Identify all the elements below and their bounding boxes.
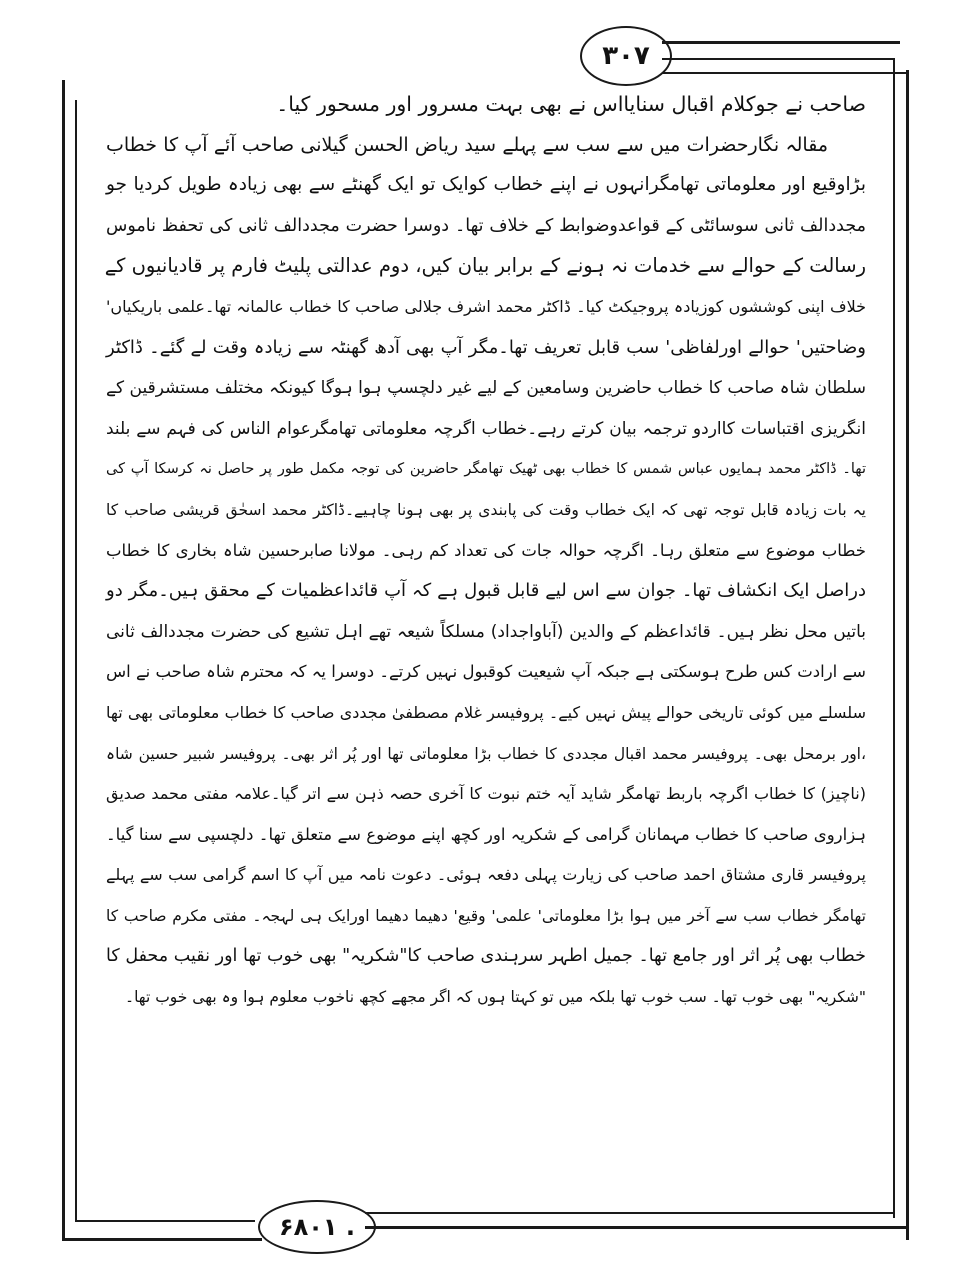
page-number-top: ۳۰۷ <box>580 26 672 86</box>
text-line: تھا۔ ڈاکٹر محمد ہمایوں عباس شمس کا خطاب بھی ٹھیک تھامگر حاضرین کی توجہ مکمل طور پر حاصل نہ کرسکا آپ کی <box>106 461 866 478</box>
frame-line <box>62 80 65 1240</box>
text-line: سلطان شاہ صاحب کا خطاب حاضرین وسامعین کے لیے غیر دلچسپ ہوا ہوگا کیونکہ مختلف مستشرقین کے <box>106 378 866 399</box>
text-line: سے ارادت کس طرح ہوسکتی ہے جبکہ آپ شیعیت کوقبول نہیں کرتے۔ دوسرا یہ کہ محترم شاہ صاحب نے اس <box>106 662 866 682</box>
frame-line <box>893 58 895 1218</box>
frame-line <box>662 72 907 74</box>
text-line: دراصل ایک انکشاف تھا۔ جوان سے اس لیے قابل قبول ہے کہ آپ قائداعظمیات کے محقق ہیں۔مگر دو <box>106 580 866 602</box>
text-line: (ناچیز) کا خطاب اگرچہ باربط تھامگر شاید آیہ ختم نبوت کا آخری حصہ ذہن سے اتر گیا۔علامہ مفتی محمد صدیق <box>106 784 866 804</box>
text-line: مجددالف ثانی سوسائٹی کے قواعدوضوابط کے خلاف تھا۔ دوسرا حضرت مجددالف ثانی کی تحفظ ناموس <box>106 215 866 236</box>
text-line: وضاحتیں' حوالے اورلفاظی' سب قابل تعریف تھا۔مگر آپ بھی آدھ گھنٹہ سے زیادہ وقت لے گئے۔ ڈاکٹر <box>106 336 866 358</box>
frame-line <box>75 1220 255 1222</box>
text-line: صاحب نے جوکلام اقبال سنایااس نے بھی بہت مسرور اور مسحور کیا۔ <box>276 92 866 116</box>
text-line: بڑاوقیع اور معلوماتی تھامگرانہوں نے اپنے خطاب کوایک تو ایک گھنٹے سے بھی زیادہ طویل کردیا جو <box>106 174 866 196</box>
text-line: مقالہ نگارحضرات میں سے سب سے پہلے سید ریاض الحسن گیلانی صاحب آئے آپ کا خطاب <box>106 133 828 156</box>
text-line: خلاف اپنی کوششوں کوزیادہ پروجیکٹ کیا۔ ڈاکٹر محمد اشرف جلالی صاحب کا خطاب عالمانہ تھا۔علمی باریکیاں' <box>106 296 866 316</box>
text-line: سلسلے میں کوئی تاریخی حوالے پیش نہیں کیے۔ پروفیسر غلام مصطفیٰ مجددی صاحب کا خطاب معلوماتی بھی تھا <box>106 702 866 722</box>
frame-line <box>662 41 900 44</box>
page-number-bottom: ۶۸۰۱ . <box>258 1200 376 1254</box>
article-body <box>106 84 866 1018</box>
text-line: خطاب بھی پُر اثر اور جامع تھا۔ جمیل اطہر سرہندی صاحب کا"شکریہ" بھی خوب تھا اور نقیب محفل کا <box>106 946 866 967</box>
text-line: رسالت کے حوالے سے خدمات نہ ہونے کے برابر بیان کیں، دوم عدالتی پلیٹ فارم پر قادیانیوں کے <box>104 254 866 278</box>
text-line: خطاب موضوع سے متعلق رہا۔ اگرچہ حوالہ جات کی تعداد کم رہی۔ مولانا صابرحسین شاہ بخاری کا خطاب <box>106 540 866 560</box>
frame-line <box>62 1238 262 1241</box>
text-line: پروفیسر قاری مشتاق احمد صاحب کی زیارت پہلی دفعہ ہوئی۔ دعوت نامہ میں آپ کا اسم گرامی سب سے پہلے <box>106 865 866 885</box>
frame-line <box>906 70 909 1240</box>
text-line: ہزاروی صاحب کا خطاب مہمانان گرامی کے شکریہ اور کچھ اپنے موضوع سے متعلق تھا۔ دلچسپی سے سنا گیا۔ <box>106 824 866 844</box>
frame-line <box>365 1226 906 1229</box>
text-line: "شکریہ" بھی خوب تھا۔ سب خوب تھا بلکہ میں تو کہتا ہوں کہ اگر مجھے کچھ ناخوب معلوم ہوا وہ بھی خوب تھا۔ <box>125 988 866 1007</box>
frame-line <box>365 1212 893 1214</box>
text-line: ،اور برمحل بھی۔ پروفیسر محمد اقبال مجددی کا خطاب بڑا معلوماتی تھا اور پُر اثر بھی۔ پروفیسر شبیر حسین شاہ <box>106 744 866 763</box>
frame-line <box>662 58 894 60</box>
text-line: باتیں محل نظر ہیں۔ قائداعظم کے والدین (آباواجداد) مسلکاً شیعہ تھے اہل تشیع کی حضرت مجددالف ثانی <box>106 621 866 642</box>
frame-line <box>75 100 77 1220</box>
text-line: تھامگر خطاب سب سے آخر میں ہوا بڑا معلوماتی' علمی' وقیع' دھیما دھیما اورایک ہی لہجہ۔ مفتی مکرم صاحب کا <box>106 906 866 925</box>
text-line: یہ بات زیادہ قابل توجہ تھی کہ ایک خطاب وقت کی پابندی پر بھی ہونا چاہیے۔ڈاکٹر محمد اسحٰق قریشی صاحب کا <box>106 500 866 519</box>
text-line: انگریزی اقتباسات کااردو ترجمہ بیان کرتے رہے۔خطاب اگرچہ معلوماتی تھامگرعوام الناس کی فہم سے بلند <box>106 418 866 439</box>
